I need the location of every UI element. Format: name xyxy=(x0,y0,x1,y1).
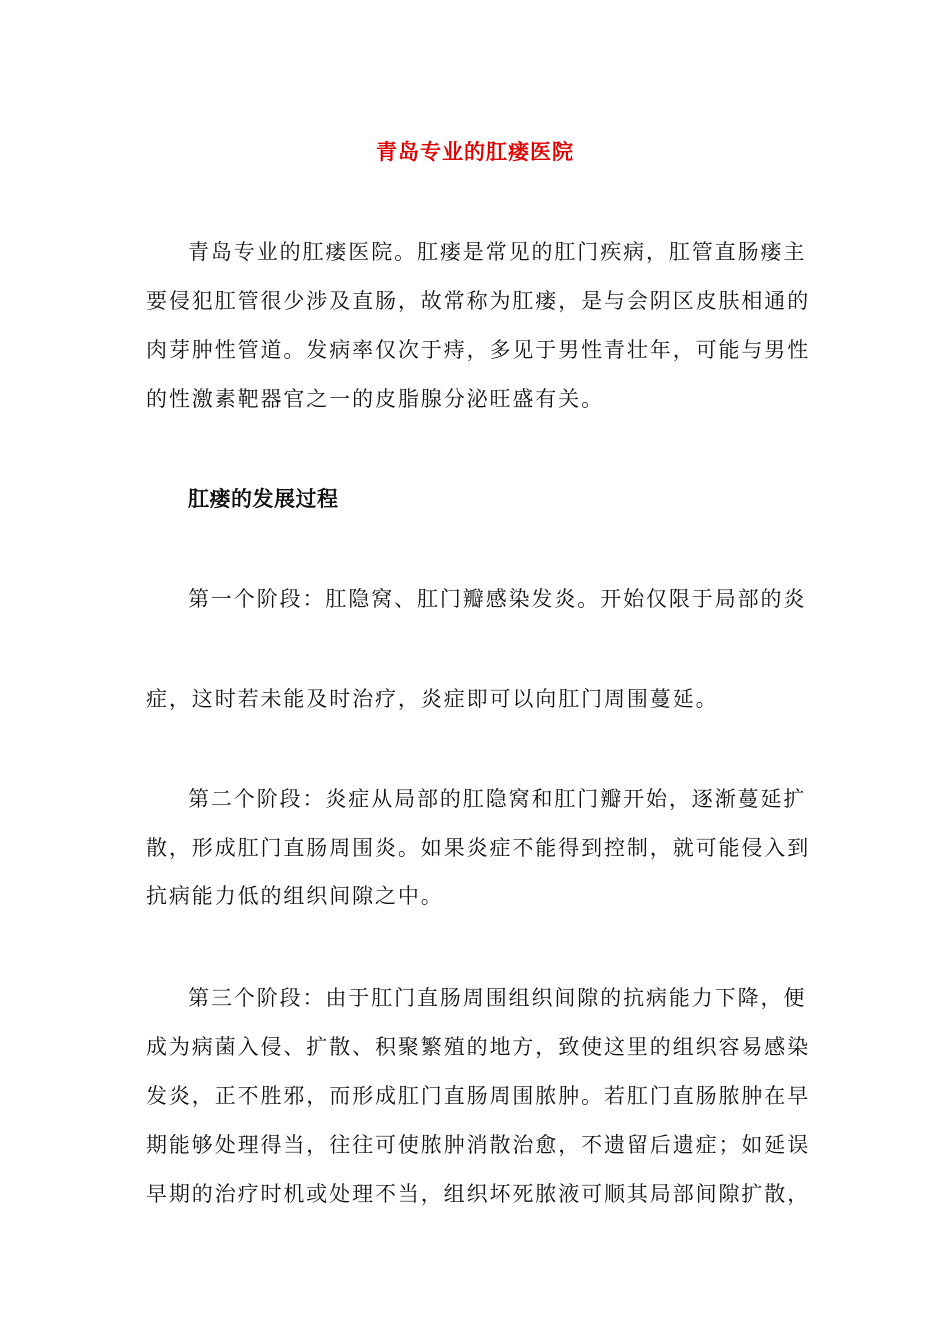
stage1-line-1: 第一个阶段：肛隐窝、肛门瓣感染发炎。开始仅限于局部的炎 xyxy=(188,587,807,611)
stage2-line-2: 散，形成肛门直肠周围炎。如果炎症不能得到控制，就可能侵入到 xyxy=(146,836,811,860)
stage3-line-1: 第三个阶段：由于肛门直肠周围组织间隙的抗病能力下降，便 xyxy=(188,986,807,1010)
intro-line-2: 要侵犯肛管很少涉及直肠，故常称为肛瘘，是与会阴区皮肤相通的 xyxy=(146,289,811,313)
intro-line-4: 的性激素靶器官之一的皮脂腺分泌旺盛有关。 xyxy=(146,387,604,411)
stage2-line-3: 抗病能力低的组织间隙之中。 xyxy=(146,884,444,908)
stage3-line-3: 发炎，正不胜邪，而形成肛门直肠周围脓肿。若肛门直肠脓肿在早 xyxy=(146,1084,811,1108)
stage2-line-1: 第二个阶段：炎症从局部的肛隐窝和肛门瓣开始，逐渐蔓延扩 xyxy=(188,787,807,811)
document-title: 青岛专业的肛瘘医院 xyxy=(376,139,574,164)
stage3-line-5: 早期的治疗时机或处理不当，组织坏死脓液可顺其局部间隙扩散， xyxy=(146,1182,811,1206)
stage3-line-2: 成为病菌入侵、扩散、积聚繁殖的地方，致使这里的组织容易感染 xyxy=(146,1035,811,1059)
section-heading: 肛瘘的发展过程 xyxy=(188,486,339,511)
intro-line-1: 青岛专业的肛瘘医院。肛瘘是常见的肛门疾病，肛管直肠瘘主 xyxy=(188,240,807,264)
stage3-line-4: 期能够处理得当，往往可使脓肿消散治愈，不遗留后遗症；如延误 xyxy=(146,1133,811,1157)
intro-line-3: 肉芽肿性管道。发病率仅次于痔，多见于男性青壮年，可能与男性 xyxy=(146,338,811,362)
stage1-line-2: 症，这时若未能及时治疗，炎症即可以向肛门周围蔓延。 xyxy=(146,687,719,711)
